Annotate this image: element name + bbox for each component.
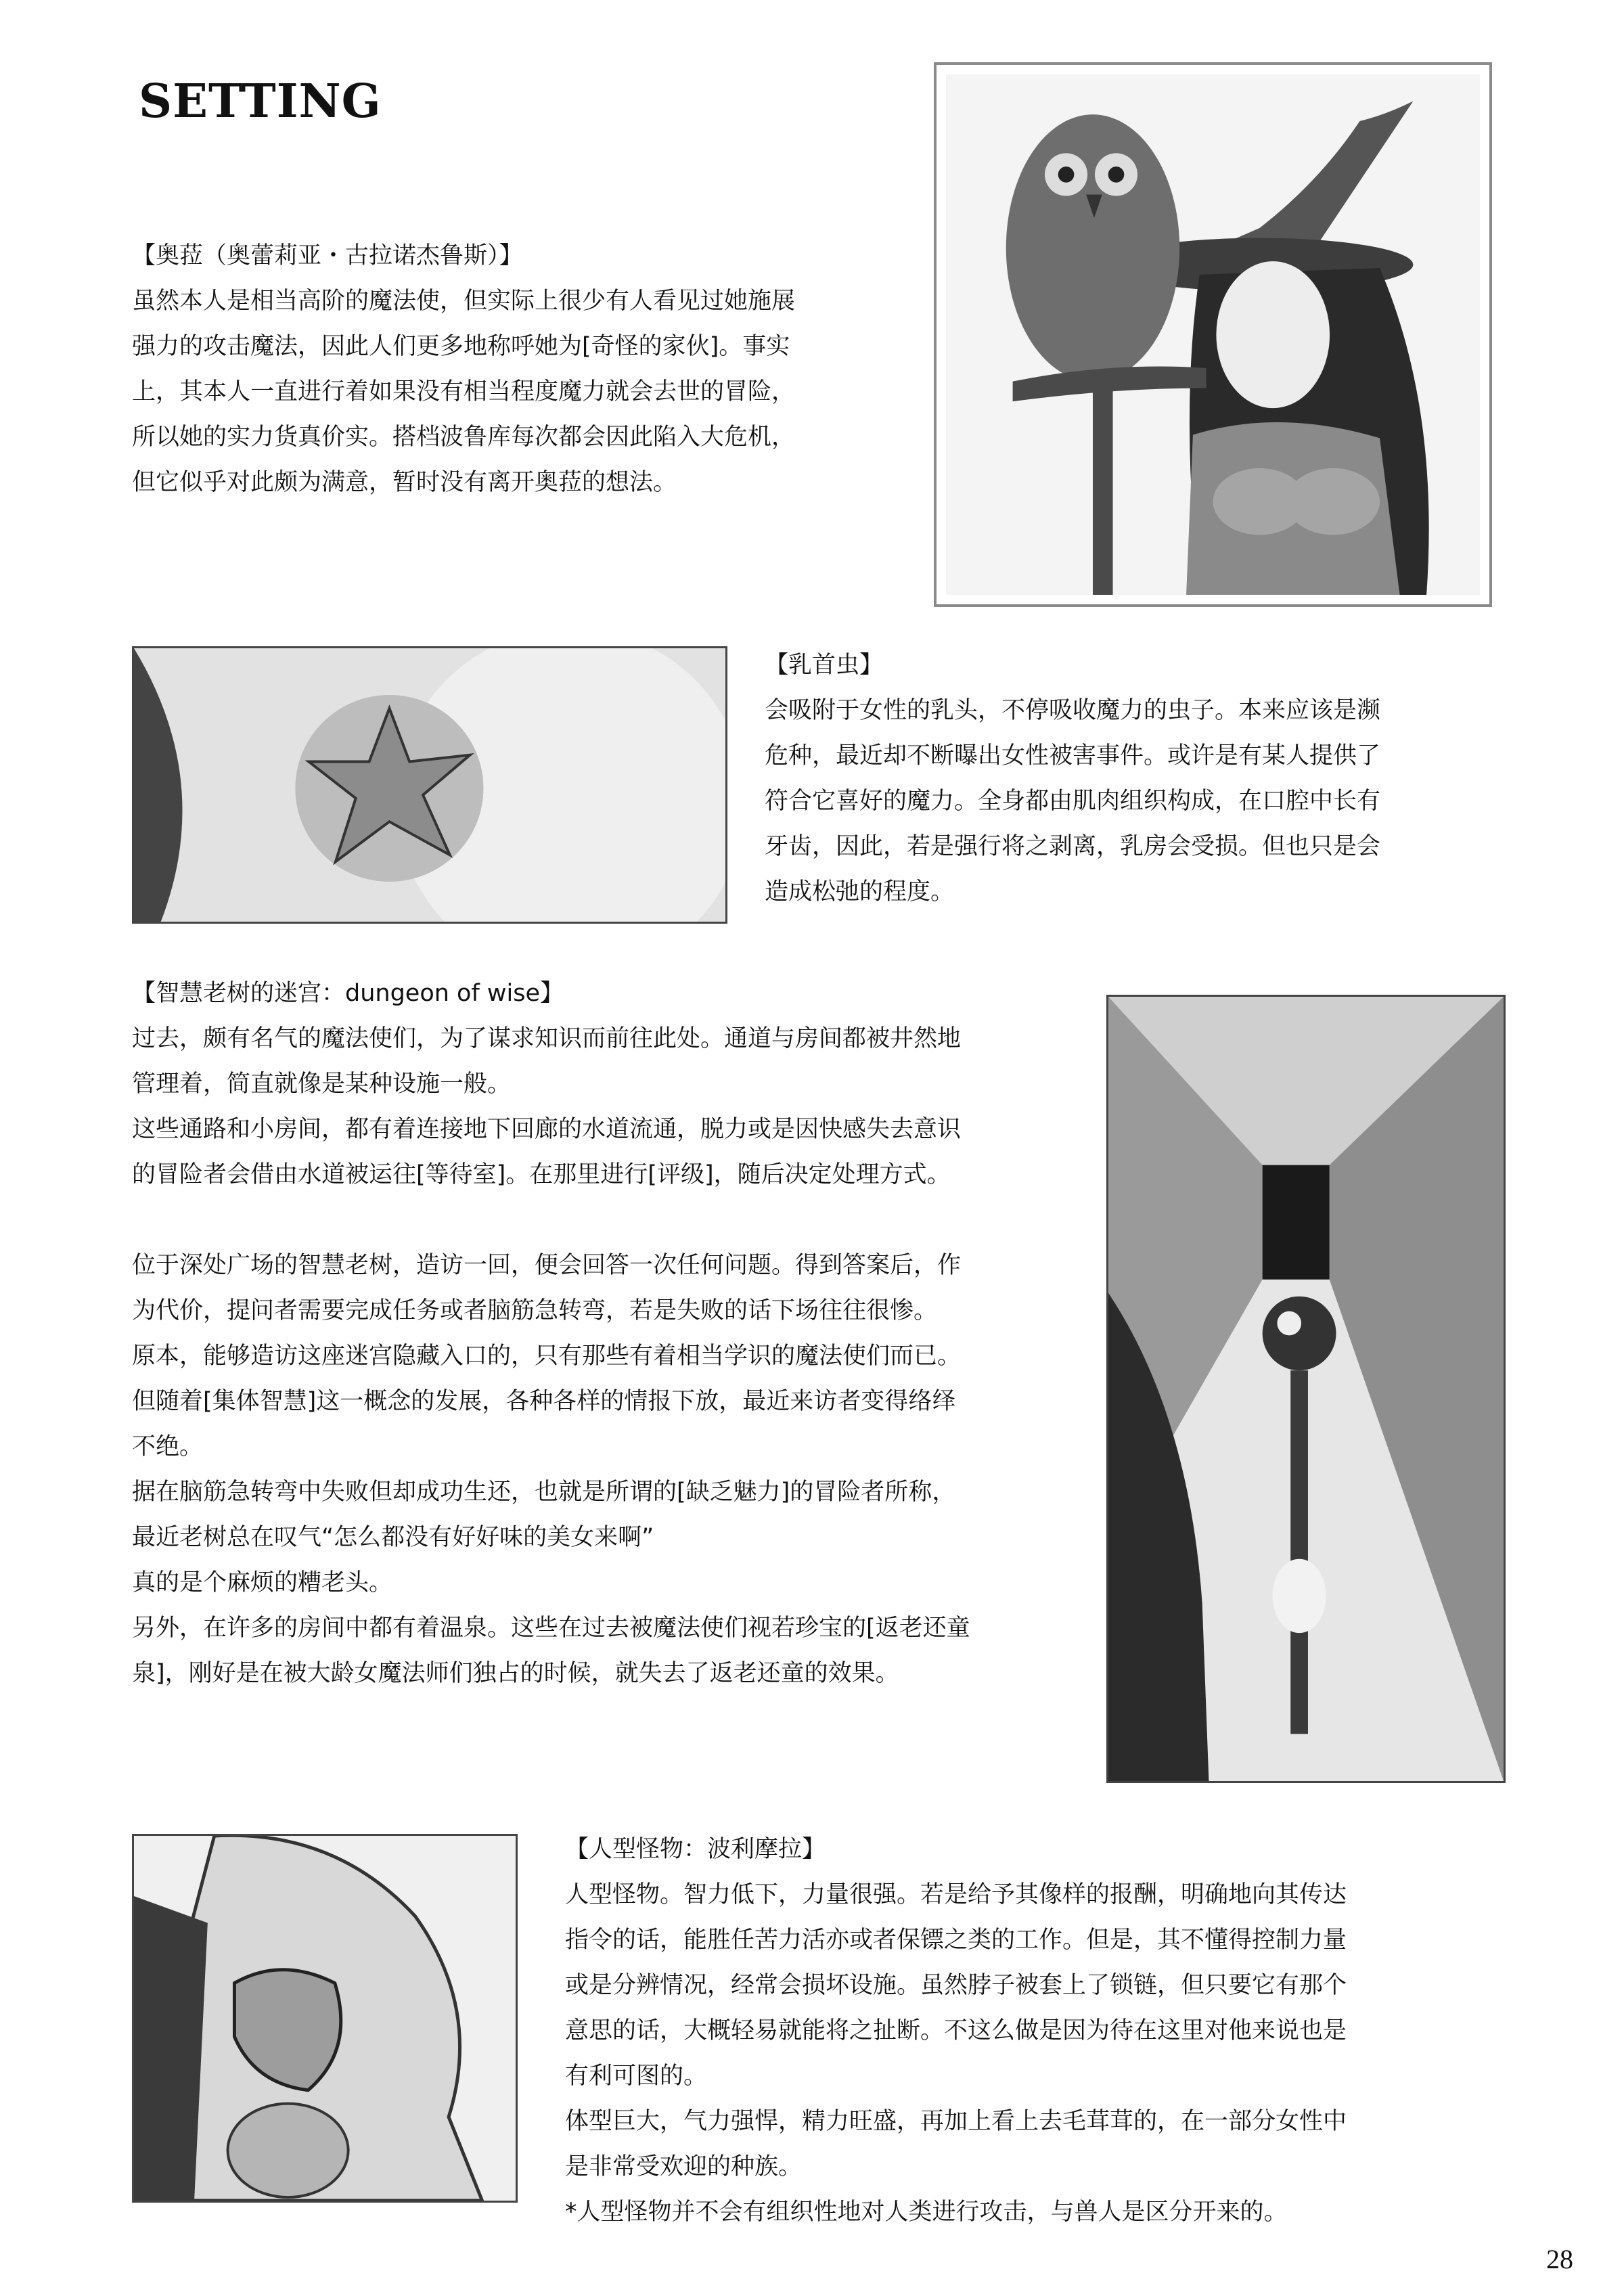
section-dungeon <box>132 971 970 1696</box>
paragraph-line: 上，其本人一直进行着如果没有相当程度魔力就会去世的冒险， <box>132 378 796 405</box>
paragraph-line: 是非常受欢迎的种族。 <box>565 2153 803 2180</box>
paragraph-line: 泉]，刚好是在被大龄女魔法师们独占的时候，就失去了返老还童的效果。 <box>132 1660 899 1687</box>
monster-illustration <box>132 1834 518 2203</box>
paragraph-line: 或是分辨情况，经常会损坏设施。虽然脖子被套上了锁链，但只要它有那个 <box>565 1972 1347 1999</box>
paragraph-line: 会吸附于女性的乳头，不停吸收魔力的虫子。本来应该是濒 <box>765 697 1381 724</box>
paragraph-line: 体型巨大，气力强悍，精力旺盛，再加上看上去毛茸茸的，在一部分女性中 <box>565 2108 1347 2135</box>
paragraph-line: 人型怪物。智力低下，力量很强。若是给予其像样的报酬，明确地向其传达 <box>565 1881 1347 1908</box>
section-heading: 【奥菈（奥蕾莉亚・古拉诺杰鲁斯）】 <box>132 242 523 269</box>
paragraph-line: 原本，能够造访这座迷宫隐藏入口的，只有那些有着相当学识的魔法使们而已。 <box>132 1343 962 1370</box>
paragraph-line: 指令的话，能胜任苦力活亦或者保镖之类的工作。但是，其不懂得控制力量 <box>565 1927 1347 1954</box>
paragraph-line: 不绝。 <box>132 1433 204 1460</box>
paragraph-line: 但它似乎对此颇为满意，暂时没有离开奥菈的想法。 <box>132 469 677 496</box>
paragraph-line: 最近老树总在叹气“怎么都没有好好味的美女来啊” <box>132 1524 654 1551</box>
witch-owl-illustration <box>934 62 1492 607</box>
paragraph-line: 符合它喜好的魔力。全身都由肌肉组织构成，在口腔中长有 <box>765 788 1381 815</box>
paragraph-line: 所以她的实力货真价实。搭档波鲁库每次都会因此陷入大危机， <box>132 424 796 451</box>
paragraph-line: 虽然本人是相当高阶的魔法使，但实际上很少有人看见过她施展 <box>132 288 796 315</box>
page-title: SETTING <box>139 74 382 129</box>
paragraph-line: 这些通路和小房间，都有着连接地下回廊的水道流通，脱力或是因快感失去意识 <box>132 1116 962 1143</box>
paragraph-line: 强力的攻击魔法，因此人们更多地称呼她为[奇怪的家伙]。事实 <box>132 333 790 360</box>
paragraph-line: 危种，最近却不断曝出女性被害事件。或许是有某人提供了 <box>765 742 1381 769</box>
section-polimora <box>565 1827 1347 2235</box>
paragraph-line: 真的是个麻烦的糟老头。 <box>132 1569 393 1596</box>
paragraph-line: 过去，颇有名气的魔法使们，为了谋求知识而前往此处。通道与房间都被井然地 <box>132 1025 962 1052</box>
paragraph-line: 牙齿，因此，若是强行将之剥离，乳房会受损。但也只是会 <box>765 833 1381 860</box>
paragraph-line: 的冒险者会借由水道被运往[等待室]。在那里进行[评级]，随后决定处理方式。 <box>132 1161 951 1188</box>
dungeon-corridor-illustration <box>1106 995 1506 1783</box>
paragraph-line: 据在脑筋急转弯中失败但却成功生还，也就是所谓的[缺乏魅力]的冒险者所称， <box>132 1479 956 1506</box>
paragraph-line: 另外，在许多的房间中都有着温泉。这些在过去被魔法使们视若珍宝的[返老还童 <box>132 1615 970 1642</box>
nipple-bug-illustration <box>132 646 727 924</box>
page-number: 28 <box>1546 2244 1573 2274</box>
paragraph-line: 位于深处广场的智慧老树，造访一回，便会回答一次任何问题。得到答案后，作 <box>132 1252 962 1279</box>
paragraph-line: 管理着，简直就像是某种设施一般。 <box>132 1071 512 1098</box>
paragraph-gap <box>132 1198 970 1243</box>
section-heading: 【人型怪物：波利摩拉】 <box>565 1836 826 1863</box>
paragraph-line: 有利可图的。 <box>565 2063 708 2090</box>
paragraph-line: 为代价，提问者需要完成任务或者脑筋急转弯，若是失败的话下场往往很惨。 <box>132 1297 938 1324</box>
section-nipple-bug <box>765 643 1380 915</box>
paragraph-line: 造成松弛的程度。 <box>765 878 955 905</box>
paragraph-line: *人型怪物并不会有组织性地对人类进行攻击，与兽人是区分开来的。 <box>565 2199 1288 2226</box>
section-heading: 【乳首虫】 <box>765 652 884 679</box>
section-heading: 【智慧老树的迷宫：dungeon of wise】 <box>132 980 564 1007</box>
paragraph-line: 但随着[集体智慧]这一概念的发展，各种各样的情报下放，最近来访者变得络绎 <box>132 1388 956 1415</box>
section-aura <box>132 233 795 505</box>
paragraph-line: 意思的话，大概轻易就能将之扯断。不这么做是因为待在这里对他来说也是 <box>565 2017 1347 2044</box>
